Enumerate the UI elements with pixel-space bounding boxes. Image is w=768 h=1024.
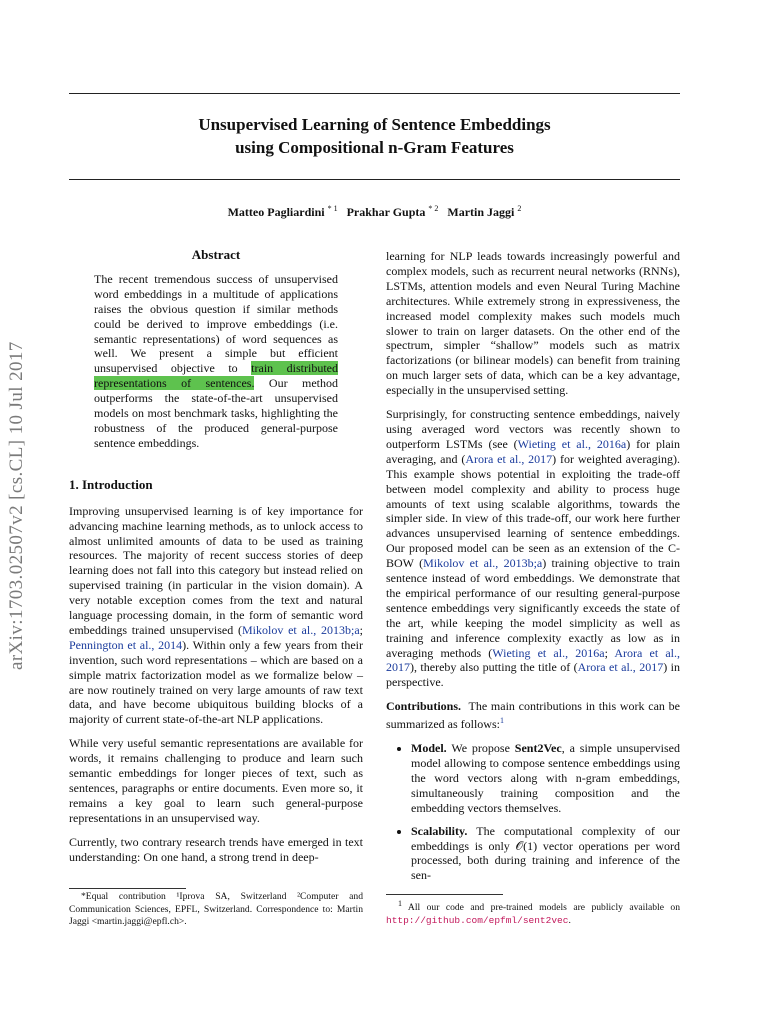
bullet-label: Scalability. (411, 823, 468, 838)
citation-link[interactable]: Pennington et al., 2014 (69, 637, 183, 652)
author-affiliation: 2 (517, 204, 522, 213)
abstract-text: The recent tremendous success of unsupervised word embeddings in a multitude of applications raises the obvious question if similar methods could be derived to improve embeddings (i.e. semantic representations) of word sequences as well. We present a simple but efficient unsupervised objective to (94, 271, 338, 376)
citation-link[interactable]: Mikolov et al., 2013b;a (423, 556, 543, 571)
top-rule (69, 93, 680, 94)
contributions-paragraph (386, 699, 680, 732)
abstract-body (69, 272, 363, 451)
footnote-affiliations (69, 891, 363, 929)
paragraph-text: Surprisingly, for constructing sentence embeddings, naively using averaged word vectors was recently shown to outperform LSTMs (see ( (386, 407, 680, 451)
footnote-link[interactable]: 1 (499, 716, 504, 726)
paragraph-text: We propose (446, 741, 515, 756)
author-name: Matteo Pagliardini (227, 205, 325, 219)
citation-separator: ; (359, 622, 363, 637)
author-name: Martin Jaggi (447, 205, 515, 219)
list-item (411, 741, 680, 816)
author-list (69, 204, 680, 220)
footnote-rule-right (386, 894, 503, 895)
paragraph-text: . (568, 914, 571, 926)
footnote-text (386, 898, 680, 927)
footnote-code (386, 898, 680, 927)
paragraph-text: All our code and pre-trained models are publicly available on (402, 902, 680, 914)
abstract-highlight: train distributed representations of sentences. (94, 361, 338, 391)
contributions-list (386, 741, 680, 883)
list-item (411, 824, 680, 884)
citation-separator: ; (604, 645, 615, 660)
code-url-link[interactable]: http://github.com/epfml/sent2vec (386, 914, 569, 926)
model-name: Sent2Vec (514, 741, 562, 756)
intro-paragraph-1 (69, 504, 363, 728)
abstract-heading: Abstract (191, 247, 241, 262)
math-complexity: 𝒪(1) (515, 838, 538, 853)
title-line-2: using Compositional n-Gram Features (235, 138, 514, 157)
right-paragraph-1: learning for NLP leads towards increasingly powerful and complex models, such as recurrent neural networks (RNNs), LSTMs, attention models and even Neural Turing Machine architectures. While extremely strong in expressiveness, the increased model complexity makes such models much slower to train on larger datasets. On the other end of the spectrum, simpler “shallow” models such as matrix factorizations (or bilinear models) can benefit from training on much larger sets of data, which can be a key advantage, especially in the unsupervised setting. (386, 249, 680, 398)
contributions-label: Contributions. (386, 699, 462, 714)
paragraph-text: ) for weighted averaging). This example shows potential in exploiting the trade-off between model complexity and ability to process huge amounts of text using scalable algorithms, towards the simpler side. In view of this trade-off, our work here further advances unsupervised learning of sentence embeddings. Our proposed model can be seen as an extension of the C-BOW ( (386, 451, 680, 571)
paragraph-text: ). Within only a few years from their invention, such word representations – which are based on a simple matrix factorization model as we formalize below – are now routinely trained on very large amounts of raw text data, and have become ubiquitous building blocks of a majority of current state-of-the-art NLP applications. (69, 637, 363, 727)
paragraph-text: ), thereby also putting the title of ( (410, 660, 578, 675)
paragraph-text: Improving unsupervised learning is of key importance for advancing machine learning methods, as to unlock access to almost unlimited amounts of data to be used as training resources. The majority of recent success stories of deep learning does not fall into this category but instead relied on supervised training (in particular in the vision domain). A very notable exception comes from the text and natural language processing domain, in the form of semantic word embeddings trained unsupervised ( (69, 503, 363, 637)
paragraph-text: ) training objective to train sentence instead of word embeddings. We demonstrate that the empirical performance of our resulting general-purpose sentence embeddings very significantly exceeds the state of the art, while keeping the model simplicity as well as training and inference complexity exactly as low as in averaging methods ( (386, 556, 680, 660)
paper-title (69, 113, 680, 159)
author-affiliation: * 2 (428, 204, 439, 213)
intro-paragraph-2: While very useful semantic representations are available for words, it remains challenging to produce and learn such semantic embeddings for longer pieces of text, such as sentences, paragraphs or entire documents. Even more so, it remains a key goal to learn such general-purpose representations in an unsupervised way. (69, 736, 363, 825)
paragraph-text: vector operations per word processed, both during training and inference of the sen- (411, 838, 681, 883)
section-heading-introduction: 1. Introduction (69, 476, 153, 492)
citation-link[interactable]: Arora et al., 2017 (465, 451, 553, 466)
paragraph-text: ) in perspective. (386, 660, 680, 690)
bullet-label: Model. (411, 741, 447, 756)
paragraph-text: The computational complexity of our embeddings is only (411, 823, 680, 853)
footnote-rule-left (69, 888, 186, 889)
citation-link[interactable]: Wieting et al., 2016a (517, 436, 627, 451)
author-name: Prakhar Gupta (346, 205, 426, 219)
paragraph-text: The main contributions in this work can be summarized as follows: (386, 699, 680, 732)
footnote-text: *Equal contribution ¹Iprova SA, Switzerland ²Computer and Communication Sciences, EPFL, Switzerland. Correspondence to: Martin Jaggi <martin.jaggi@epfl.ch>. (69, 891, 363, 927)
footnote-marker: 1 (398, 899, 402, 908)
intro-paragraph-3: Currently, two contrary research trends have emerged in text understanding: On one hand, a strong trend in deep- (69, 834, 363, 864)
abstract-text-end: Our method outperforms the state-of-the-art unsupervised models on most benchmark tasks, highlighting the robustness of the produced general-purpose sentence embeddings. (94, 376, 338, 450)
right-paragraph-2 (386, 407, 680, 690)
left-column (69, 248, 363, 874)
title-line-1: Unsupervised Learning of Sentence Embeddings (198, 115, 551, 134)
citation-link[interactable]: Arora et al., 2017 (577, 660, 664, 675)
right-column (386, 249, 680, 892)
arxiv-stamp: arXiv:1703.02507v2 [cs.CL] 10 Jul 2017 (6, 341, 27, 671)
author-affiliation: * 1 (327, 204, 338, 213)
title-bottom-rule (69, 179, 680, 180)
paragraph-text: , a simple unsupervised model allowing to compose sentence embeddings using the word vectors along with n-gram embeddings, simultaneously training composition and the embedding vectors themselves. (411, 741, 680, 815)
citation-link[interactable]: Mikolov et al., 2013b;a (241, 622, 360, 637)
citation-link[interactable]: Arora et al., 2017 (386, 645, 680, 675)
citation-link[interactable]: Wieting et al., 2016a (492, 645, 605, 660)
paragraph-text: ) for plain averaging, and ( (386, 436, 680, 466)
